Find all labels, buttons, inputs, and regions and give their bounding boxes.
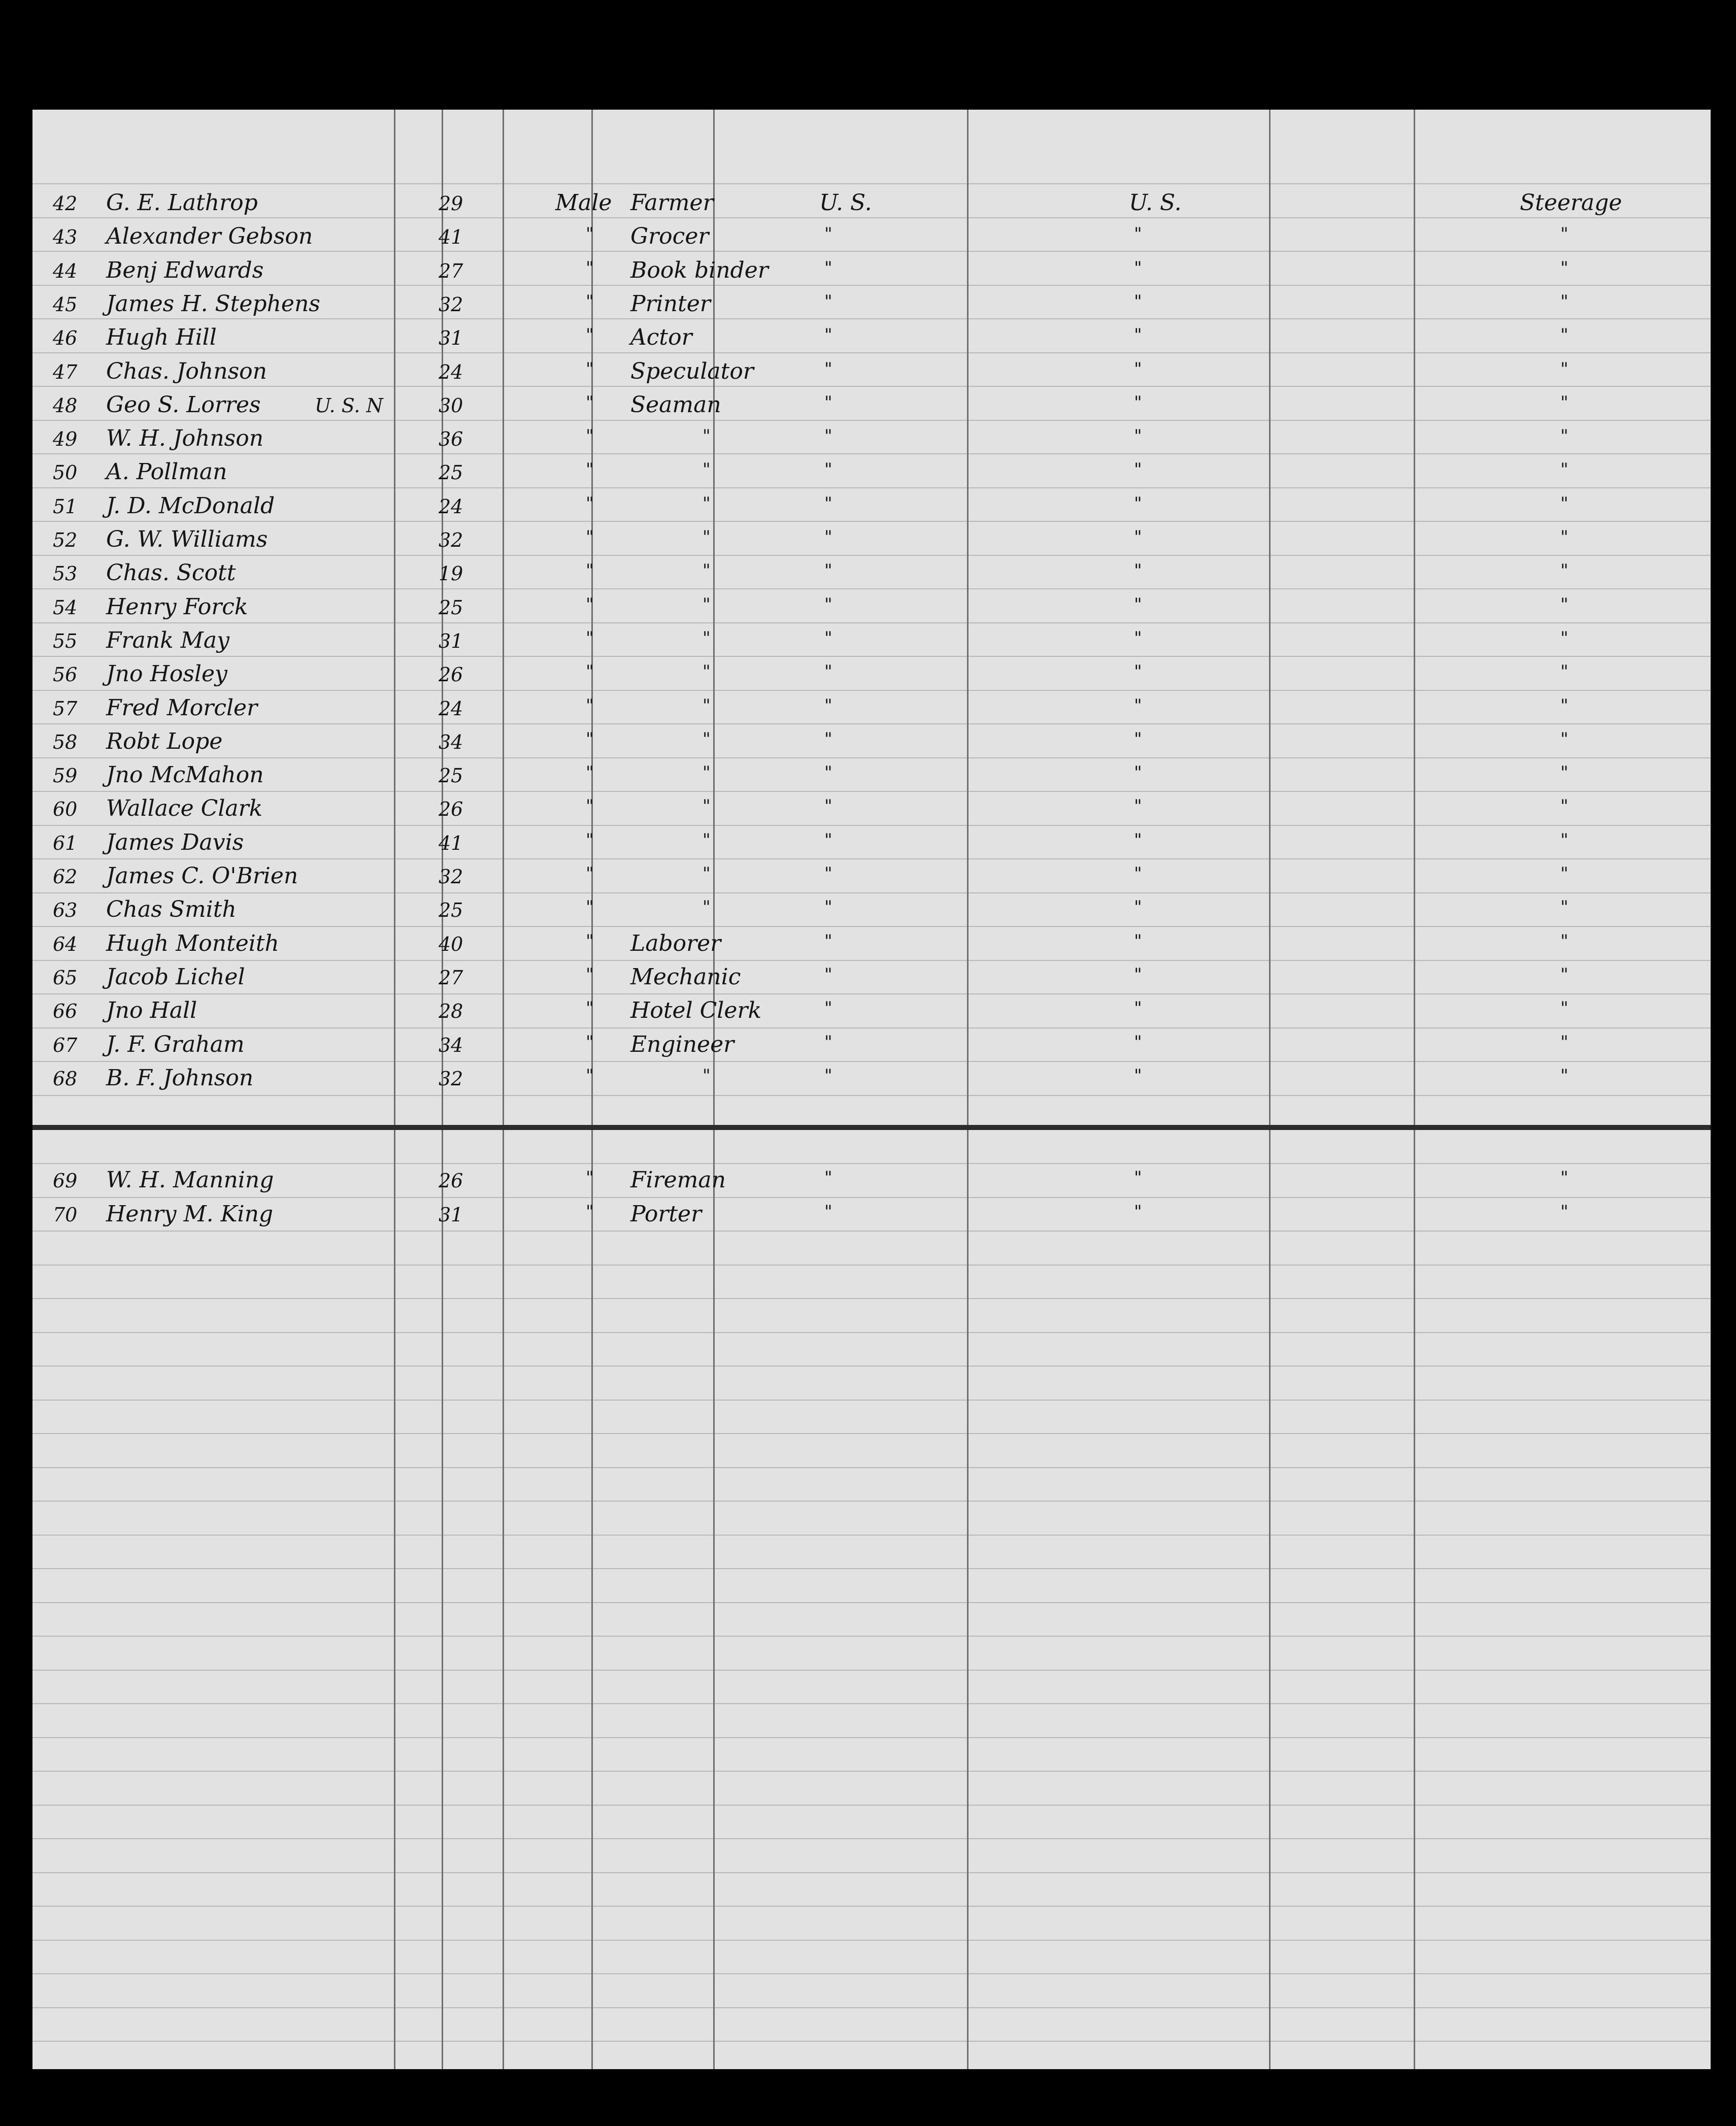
- ruled-line: [32, 622, 1711, 623]
- passenger-residence: ": [1134, 258, 1142, 278]
- passenger-name: Jno Hosley: [106, 661, 227, 687]
- passenger-occupation: Seaman: [630, 392, 721, 418]
- ruled-line: [32, 521, 1711, 522]
- passenger-residence: ": [1134, 729, 1142, 749]
- passenger-name: A. Pollman: [106, 459, 227, 485]
- passenger-citizenship: ": [824, 594, 832, 615]
- ruled-line: [32, 420, 1711, 421]
- passenger-citizenship: ": [824, 661, 832, 682]
- passenger-sex: ": [586, 258, 594, 278]
- ruled-line: [32, 656, 1711, 657]
- ruled-line: [32, 1703, 1711, 1704]
- passenger-accommodation: ": [1560, 224, 1568, 244]
- ruled-line: [32, 285, 1711, 286]
- entry-number: 48: [53, 394, 78, 417]
- ruled-line: [32, 926, 1711, 927]
- passenger-occupation: ": [703, 628, 711, 648]
- passenger-citizenship: ": [824, 729, 832, 749]
- ruled-line: [32, 1265, 1711, 1266]
- passenger-name: Geo S. Lorres: [106, 392, 261, 418]
- passenger-sex: ": [586, 560, 594, 581]
- ruled-line: [32, 1433, 1711, 1434]
- ruled-line: [32, 757, 1711, 758]
- passenger-accommodation: ": [1560, 527, 1568, 547]
- ruled-line: [32, 1737, 1711, 1738]
- ruled-line: [32, 892, 1711, 893]
- passenger-accommodation: ": [1560, 594, 1568, 615]
- ruled-line: [32, 2007, 1711, 2008]
- passenger-residence: ": [1134, 1066, 1142, 1086]
- entry-number: 64: [53, 933, 78, 955]
- passenger-citizenship: ": [824, 325, 832, 345]
- passenger-citizenship: ": [824, 1202, 832, 1222]
- entry-number: 54: [53, 596, 78, 619]
- passenger-sex: ": [586, 1066, 594, 1086]
- passenger-occupation: Porter: [630, 1201, 702, 1227]
- passenger-sex: ": [586, 965, 594, 985]
- ruled-line: [32, 588, 1711, 589]
- passenger-residence: ": [1134, 1032, 1142, 1052]
- passenger-accommodation: ": [1560, 392, 1568, 413]
- passenger-name: Alexander Gebson: [106, 223, 313, 249]
- ruled-line: [32, 825, 1711, 826]
- passenger-citizenship: ": [824, 527, 832, 547]
- entry-number: 53: [53, 562, 78, 585]
- passenger-residence: ": [1134, 560, 1142, 581]
- passenger-name: James Davis: [106, 829, 244, 855]
- passenger-age: 24: [439, 697, 463, 720]
- passenger-sex: ": [586, 426, 594, 446]
- passenger-sex: ": [586, 459, 594, 480]
- ruled-line: [32, 1163, 1711, 1164]
- passenger-sex: ": [586, 897, 594, 917]
- passenger-name: Frank May: [106, 627, 229, 653]
- column-rule: [967, 110, 969, 2069]
- passenger-citizenship: ": [824, 459, 832, 480]
- passenger-accommodation: ": [1560, 661, 1568, 682]
- ruled-line: [32, 1027, 1711, 1028]
- passenger-sex: ": [586, 224, 594, 244]
- passenger-residence: ": [1134, 224, 1142, 244]
- passenger-occupation: Printer: [630, 291, 711, 317]
- passenger-accommodation: ": [1560, 459, 1568, 480]
- passenger-accommodation: Steerage: [1520, 190, 1622, 216]
- passenger-occupation: Hotel Clerk: [630, 998, 762, 1023]
- passenger-occupation: ": [703, 527, 711, 547]
- ruled-line: [32, 251, 1711, 252]
- passenger-name: J. D. McDonald: [106, 493, 275, 519]
- passenger-citizenship: ": [824, 359, 832, 379]
- passenger-citizenship: ": [824, 1032, 832, 1052]
- passenger-residence: ": [1134, 830, 1142, 850]
- entry-number: 67: [53, 1034, 78, 1056]
- passenger-sex: ": [586, 1202, 594, 1222]
- passenger-age: 28: [439, 1000, 463, 1022]
- ruled-line: [32, 2041, 1711, 2042]
- ruled-line: [32, 1805, 1711, 1806]
- passenger-accommodation: ": [1560, 762, 1568, 783]
- passenger-age: 32: [439, 1068, 463, 1090]
- ruled-line: [32, 960, 1711, 961]
- passenger-age: 26: [439, 663, 463, 686]
- entry-number: 60: [53, 798, 78, 820]
- entry-number: 42: [53, 192, 78, 215]
- passenger-name: G. W. Williams: [106, 526, 268, 552]
- passenger-name: Jacob Lichel: [106, 964, 245, 990]
- ruled-line: [32, 1197, 1711, 1198]
- passenger-name: Henry Forck: [106, 594, 248, 620]
- passenger-occupation: ": [703, 863, 711, 884]
- passenger-sex: ": [586, 594, 594, 615]
- passenger-accommodation: ": [1560, 325, 1568, 345]
- passenger-accommodation: ": [1560, 359, 1568, 379]
- passenger-residence: ": [1134, 527, 1142, 547]
- passenger-accommodation: ": [1560, 796, 1568, 816]
- passenger-age: 25: [439, 899, 463, 921]
- column-rule: [1269, 110, 1271, 2069]
- passenger-citizenship: ": [824, 291, 832, 312]
- entry-number: 49: [53, 428, 78, 450]
- passenger-citizenship: ": [824, 998, 832, 1018]
- ruled-line: [32, 1400, 1711, 1401]
- ruled-line: [32, 1467, 1711, 1468]
- entry-number: 62: [53, 866, 78, 888]
- ruled-line: [32, 1231, 1711, 1232]
- ruled-line: [32, 1838, 1711, 1839]
- passenger-sex: ": [586, 729, 594, 749]
- entry-number: 45: [53, 293, 78, 316]
- ruled-line: [32, 1535, 1711, 1536]
- passenger-sex: ": [586, 1032, 594, 1052]
- ruled-line: [32, 1670, 1711, 1671]
- passenger-occupation: Laborer: [630, 931, 721, 956]
- passenger-sex: ": [586, 392, 594, 413]
- entry-number: 68: [53, 1068, 78, 1090]
- passenger-occupation: Farmer: [630, 190, 714, 216]
- entry-number: 59: [53, 765, 78, 787]
- entry-number: 57: [53, 697, 78, 720]
- entry-number: 44: [53, 260, 78, 282]
- ruled-line: [32, 1973, 1711, 1974]
- passenger-accommodation: ": [1560, 863, 1568, 884]
- ruled-line: [32, 1872, 1711, 1873]
- passenger-citizenship: ": [824, 695, 832, 716]
- passenger-accommodation: ": [1560, 1168, 1568, 1188]
- passenger-accommodation: ": [1560, 258, 1568, 278]
- passenger-occupation: Book binder: [630, 257, 769, 283]
- page-fold: [32, 1125, 1711, 1130]
- passenger-age: 27: [439, 260, 463, 282]
- entry-number: 55: [53, 630, 78, 652]
- passenger-residence: ": [1134, 426, 1142, 446]
- passenger-sex: ": [586, 628, 594, 648]
- ruled-line: [32, 1095, 1711, 1096]
- passenger-accommodation: ": [1560, 965, 1568, 985]
- entry-number: 69: [53, 1170, 78, 1192]
- ruled-line: [32, 858, 1711, 859]
- entry-number: 51: [53, 495, 78, 518]
- entry-number: 70: [53, 1204, 78, 1226]
- ruled-line: [32, 723, 1711, 724]
- passenger-name: J. F. Graham: [106, 1032, 245, 1057]
- passenger-citizenship: ": [824, 830, 832, 850]
- passenger-accommodation: ": [1560, 998, 1568, 1018]
- passenger-citizenship: ": [824, 1168, 832, 1188]
- ruled-line: [32, 1366, 1711, 1367]
- ruled-line: [32, 993, 1711, 994]
- entry-number: 58: [53, 731, 78, 753]
- passenger-age: 34: [439, 1034, 463, 1056]
- passenger-age: 27: [439, 967, 463, 989]
- passenger-sex: ": [586, 863, 594, 884]
- passenger-sex: ": [586, 762, 594, 783]
- passenger-age: 30: [439, 394, 463, 417]
- passenger-accommodation: ": [1560, 628, 1568, 648]
- passenger-citizenship: ": [824, 258, 832, 278]
- passenger-sex: ": [586, 291, 594, 312]
- entry-number: 56: [53, 663, 78, 686]
- passenger-age: 25: [439, 765, 463, 787]
- ruled-line: [32, 1940, 1711, 1941]
- passenger-age: 40: [439, 933, 463, 955]
- passenger-name: Fred Morcler: [106, 695, 258, 721]
- passenger-accommodation: ": [1560, 493, 1568, 514]
- passenger-age: 36: [439, 428, 463, 450]
- passenger-citizenship: ": [824, 931, 832, 951]
- entry-number: 43: [53, 226, 78, 248]
- ruled-line: [32, 386, 1711, 387]
- passenger-citizenship: U. S.: [819, 190, 872, 216]
- passenger-occupation: ": [703, 1066, 711, 1086]
- passenger-residence: U. S.: [1129, 190, 1182, 216]
- passenger-name: Robt Lope: [106, 728, 223, 754]
- passenger-occupation: ": [703, 459, 711, 480]
- passenger-citizenship: ": [824, 1066, 832, 1086]
- passenger-age: 25: [439, 596, 463, 619]
- passenger-occupation: ": [703, 661, 711, 682]
- passenger-occupation: Speculator: [630, 358, 754, 384]
- ruled-line: [32, 1298, 1711, 1299]
- ruled-line: [32, 1501, 1711, 1502]
- ruled-line: [32, 487, 1711, 488]
- ruled-line: [32, 352, 1711, 353]
- passenger-occupation: ": [703, 762, 711, 783]
- passenger-age: 41: [439, 832, 463, 854]
- passenger-occupation: ": [703, 897, 711, 917]
- ruled-line: [32, 1568, 1711, 1569]
- ruled-line: [32, 1771, 1711, 1772]
- passenger-sex: ": [586, 1168, 594, 1188]
- passenger-sex: ": [586, 493, 594, 514]
- passenger-occupation: ": [703, 493, 711, 514]
- passenger-age: 19: [439, 562, 463, 585]
- passenger-residence: ": [1134, 594, 1142, 615]
- passenger-name: Chas. Scott: [106, 560, 236, 586]
- passenger-occupation: ": [703, 560, 711, 581]
- passenger-residence: ": [1134, 931, 1142, 951]
- passenger-accommodation: ": [1560, 291, 1568, 312]
- ruled-line: [32, 1906, 1711, 1907]
- passenger-sex: ": [586, 325, 594, 345]
- ruled-line: [32, 318, 1711, 319]
- passenger-occupation: Fireman: [630, 1167, 726, 1193]
- passenger-residence: ": [1134, 359, 1142, 379]
- passenger-residence: ": [1134, 459, 1142, 480]
- passenger-note: U. S. N: [315, 394, 383, 417]
- passenger-name: Jno McMahon: [106, 762, 264, 788]
- entry-number: 50: [53, 461, 78, 484]
- passenger-residence: ": [1134, 695, 1142, 716]
- passenger-citizenship: ": [824, 493, 832, 514]
- passenger-citizenship: ": [824, 392, 832, 413]
- ruled-line: [32, 690, 1711, 691]
- passenger-sex: ": [586, 796, 594, 816]
- passenger-citizenship: ": [824, 560, 832, 581]
- ruled-line: [32, 183, 1711, 184]
- entry-number: 66: [53, 1000, 78, 1022]
- passenger-name: Chas. Johnson: [106, 358, 268, 384]
- ruled-line: [32, 555, 1711, 556]
- ruled-line: [32, 791, 1711, 792]
- passenger-citizenship: ": [824, 863, 832, 884]
- passenger-accommodation: ": [1560, 931, 1568, 951]
- passenger-age: 29: [439, 192, 463, 215]
- passenger-residence: ": [1134, 325, 1142, 345]
- entry-number: 47: [53, 361, 78, 383]
- passenger-sex: ": [586, 695, 594, 716]
- passenger-residence: ": [1134, 1168, 1142, 1188]
- passenger-sex: ": [586, 661, 594, 682]
- passenger-age: 34: [439, 731, 463, 753]
- passenger-occupation: ": [703, 695, 711, 716]
- passenger-name: Jno Hall: [106, 998, 197, 1023]
- passenger-accommodation: ": [1560, 1202, 1568, 1222]
- passenger-residence: ": [1134, 392, 1142, 413]
- passenger-occupation: Mechanic: [630, 964, 741, 990]
- passenger-citizenship: ": [824, 628, 832, 648]
- passenger-name: James C. O'Brien: [106, 863, 298, 889]
- passenger-age: 26: [439, 798, 463, 820]
- passenger-name: W. H. Manning: [106, 1167, 274, 1193]
- register-sheet: [32, 110, 1711, 2069]
- passenger-name: Chas Smith: [106, 896, 237, 922]
- entry-number: 63: [53, 899, 78, 921]
- passenger-residence: ": [1134, 661, 1142, 682]
- passenger-name: G. E. Lathrop: [106, 190, 258, 216]
- column-rule: [394, 110, 395, 2069]
- passenger-name: Hugh Monteith: [106, 931, 279, 956]
- passenger-occupation: Engineer: [630, 1032, 735, 1057]
- passenger-occupation: ": [703, 426, 711, 446]
- passenger-residence: ": [1134, 291, 1142, 312]
- passenger-citizenship: ": [824, 426, 832, 446]
- passenger-occupation: ": [703, 729, 711, 749]
- passenger-age: 24: [439, 495, 463, 518]
- passenger-name: W. H. Johnson: [106, 425, 264, 451]
- column-rule: [503, 110, 504, 2069]
- passenger-residence: ": [1134, 762, 1142, 783]
- passenger-name: Hugh Hill: [106, 324, 217, 350]
- passenger-residence: ": [1134, 1202, 1142, 1222]
- passenger-age: 24: [439, 361, 463, 383]
- passenger-age: 31: [439, 1204, 463, 1226]
- passenger-residence: ": [1134, 493, 1142, 514]
- passenger-accommodation: ": [1560, 729, 1568, 749]
- passenger-age: 26: [439, 1170, 463, 1192]
- passenger-occupation: ": [703, 594, 711, 615]
- passenger-residence: ": [1134, 863, 1142, 884]
- passenger-sex: ": [586, 931, 594, 951]
- passenger-sex: ": [586, 359, 594, 379]
- passenger-age: 32: [439, 529, 463, 551]
- passenger-sex: Male: [555, 190, 612, 216]
- passenger-accommodation: ": [1560, 560, 1568, 581]
- passenger-name: Henry M. King: [106, 1201, 274, 1227]
- passenger-citizenship: ": [824, 897, 832, 917]
- passenger-occupation: Grocer: [630, 223, 709, 249]
- passenger-name: B. F. Johnson: [106, 1065, 254, 1091]
- passenger-accommodation: ": [1560, 897, 1568, 917]
- passenger-residence: ": [1134, 796, 1142, 816]
- passenger-occupation: Actor: [630, 324, 692, 350]
- passenger-sex: ": [586, 998, 594, 1018]
- ruled-line: [32, 217, 1711, 218]
- passenger-name: James H. Stephens: [106, 291, 320, 317]
- passenger-accommodation: ": [1560, 830, 1568, 850]
- passenger-age: 31: [439, 630, 463, 652]
- passenger-age: 41: [439, 226, 463, 248]
- passenger-occupation: ": [703, 796, 711, 816]
- passenger-sex: ": [586, 527, 594, 547]
- passenger-sex: ": [586, 830, 594, 850]
- passenger-occupation: ": [703, 830, 711, 850]
- passenger-citizenship: ": [824, 224, 832, 244]
- passenger-citizenship: ": [824, 965, 832, 985]
- entry-number: 65: [53, 967, 78, 989]
- ruled-line: [32, 1636, 1711, 1637]
- passenger-name: Benj Edwards: [106, 257, 264, 283]
- column-rule: [1414, 110, 1415, 2069]
- passenger-residence: ": [1134, 998, 1142, 1018]
- entry-number: 46: [53, 327, 78, 349]
- passenger-residence: ": [1134, 965, 1142, 985]
- ruled-line: [32, 453, 1711, 454]
- passenger-accommodation: ": [1560, 695, 1568, 716]
- passenger-accommodation: ": [1560, 1032, 1568, 1052]
- passenger-age: 32: [439, 293, 463, 316]
- passenger-residence: ": [1134, 897, 1142, 917]
- passenger-name: Wallace Clark: [106, 795, 263, 821]
- passenger-age: 32: [439, 866, 463, 888]
- entry-number: 52: [53, 529, 78, 551]
- passenger-accommodation: ": [1560, 1066, 1568, 1086]
- entry-number: 61: [53, 832, 78, 854]
- ruled-line: [32, 1332, 1711, 1333]
- passenger-citizenship: ": [824, 762, 832, 783]
- ruled-line: [32, 1602, 1711, 1603]
- passenger-residence: ": [1134, 628, 1142, 648]
- passenger-age: 31: [439, 327, 463, 349]
- passenger-citizenship: ": [824, 796, 832, 816]
- ruled-line: [32, 1061, 1711, 1062]
- passenger-age: 25: [439, 461, 463, 484]
- passenger-accommodation: ": [1560, 426, 1568, 446]
